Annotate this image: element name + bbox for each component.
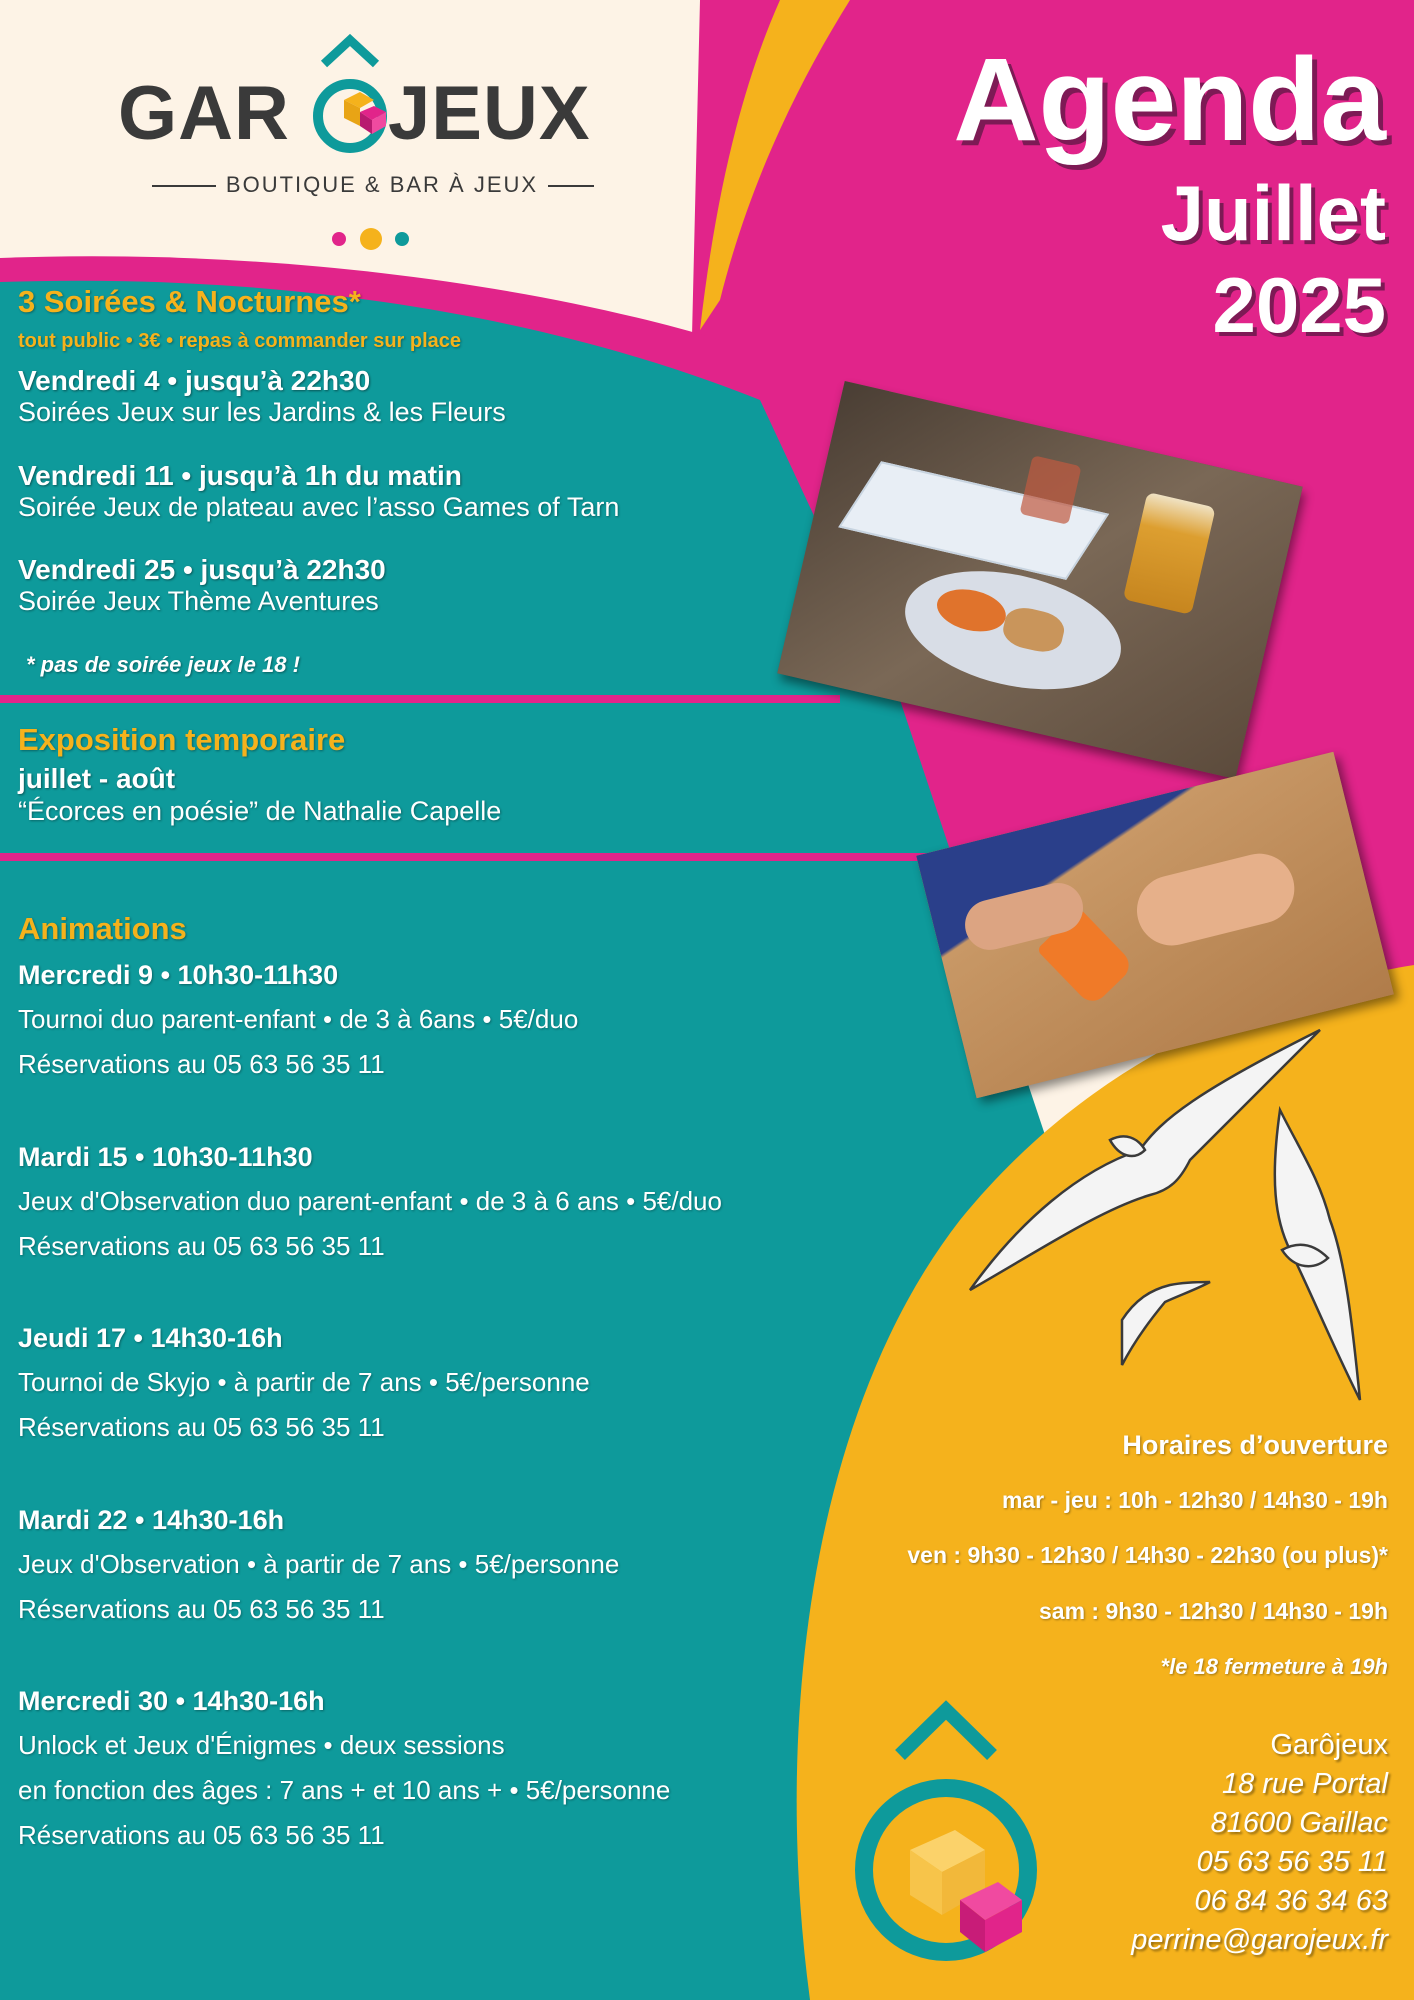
- animation-line: Jeux d'Observation • à partir de 7 ans • 5€/personne: [18, 1549, 620, 1579]
- animation-line: Réservations au 05 63 56 35 11: [18, 1412, 385, 1442]
- soiree-date: Vendredi 25 • jusqu’à 22h30: [18, 554, 386, 585]
- contact-phone: 05 63 56 35 11: [1196, 1846, 1388, 1878]
- animation-item: [18, 1686, 670, 1858]
- animation-item: [18, 1142, 722, 1269]
- exposition-period: juillet - août: [18, 763, 176, 794]
- horaires-line: mar - jeu : 10h - 12h30 / 14h30 - 19h: [1001, 1487, 1388, 1513]
- animation-item: [18, 960, 578, 1087]
- animation-title: Mardi 15 • 10h30-11h30: [18, 1142, 313, 1172]
- seagull-icon: [960, 1020, 1380, 1410]
- agenda-title: Agenda: [953, 34, 1386, 166]
- animation-title: Mercredi 9 • 10h30-11h30: [18, 960, 339, 990]
- contact-email: perrine@garojeux.fr: [1131, 1924, 1388, 1956]
- animation-line: Tournoi duo parent-enfant • de 3 à 6ans • 5€/duo: [18, 1004, 579, 1034]
- contact-phone: 06 84 36 34 63: [1194, 1885, 1388, 1917]
- animations-heading: Animations: [18, 911, 187, 946]
- agenda-month: Juillet: [1160, 169, 1386, 257]
- animation-line: Tournoi de Skyjo • à partir de 7 ans • 5€/personne: [18, 1367, 590, 1397]
- horaires-note: *le 18 fermeture à 19h: [1160, 1654, 1388, 1679]
- logo-cube-icon: [304, 22, 396, 162]
- exposition-heading: Exposition temporaire: [18, 722, 346, 757]
- animation-line: Réservations au 05 63 56 35 11: [18, 1049, 385, 1079]
- logo-word-left: GAR: [118, 71, 290, 156]
- soiree-event: [18, 460, 619, 523]
- animation-line: Unlock et Jeux d'Énigmes • deux sessions: [18, 1730, 505, 1760]
- animation-line: Jeux d'Observation duo parent-enfant • de 3 à 6 ans • 5€/duo: [18, 1186, 722, 1216]
- soiree-date: Vendredi 11 • jusqu’à 1h du matin: [18, 460, 462, 491]
- horaires-line: sam : 9h30 - 12h30 / 14h30 - 19h: [1038, 1598, 1388, 1624]
- tagline-text: BOUTIQUE & BAR À JEUX: [225, 172, 539, 197]
- contact-street: 18 rue Portal: [1221, 1768, 1388, 1800]
- soirees-subheading: tout public • 3€ • repas à commander sur place: [18, 330, 462, 352]
- soirees-note: * pas de soirée jeux le 18 !: [26, 652, 300, 677]
- soiree-date: Vendredi 4 • jusqu’à 22h30: [18, 365, 371, 396]
- agenda-year: 2025: [1212, 261, 1386, 349]
- soirees-heading: 3 Soirées & Nocturnes*: [18, 284, 361, 319]
- animation-item: [18, 1505, 619, 1632]
- horaires-line: ven : 9h30 - 12h30 / 14h30 - 22h30 (ou plus)*: [907, 1542, 1388, 1568]
- animation-title: Mardi 22 • 14h30-16h: [18, 1505, 285, 1535]
- contact-city: 81600 Gaillac: [1210, 1807, 1388, 1839]
- animation-title: Jeudi 17 • 14h30-16h: [18, 1323, 283, 1353]
- animation-item: [18, 1323, 590, 1450]
- animation-line: Réservations au 05 63 56 35 11: [18, 1594, 385, 1624]
- soiree-desc: Soirée Jeux de plateau avec l’asso Games of Tarn: [18, 492, 620, 522]
- soiree-event: [18, 554, 386, 617]
- dice-logo-icon: [850, 1700, 1050, 1970]
- soiree-desc: Soirée Jeux Thème Aventures: [18, 586, 379, 616]
- dots-icon: [328, 226, 414, 252]
- animation-title: Mercredi 30 • 14h30-16h: [18, 1686, 325, 1716]
- soiree-event: [18, 365, 506, 428]
- soiree-desc: Soirées Jeux sur les Jardins & les Fleurs: [18, 397, 506, 427]
- exposition-desc: “Écorces en poésie” de Nathalie Capelle: [18, 796, 502, 826]
- animation-line: Réservations au 05 63 56 35 11: [18, 1231, 385, 1261]
- animation-line: en fonction des âges : 7 ans + et 10 ans + • 5€/personne: [18, 1775, 671, 1805]
- logo-tagline: [118, 172, 628, 198]
- logo: [118, 70, 638, 200]
- contact-block: [1131, 1726, 1388, 1960]
- contact-name: Garôjeux: [1270, 1729, 1388, 1761]
- animation-line: Réservations au 05 63 56 35 11: [18, 1820, 385, 1850]
- logo-word-right: JEUX: [388, 71, 591, 156]
- horaires-heading: Horaires d’ouverture: [1122, 1430, 1388, 1460]
